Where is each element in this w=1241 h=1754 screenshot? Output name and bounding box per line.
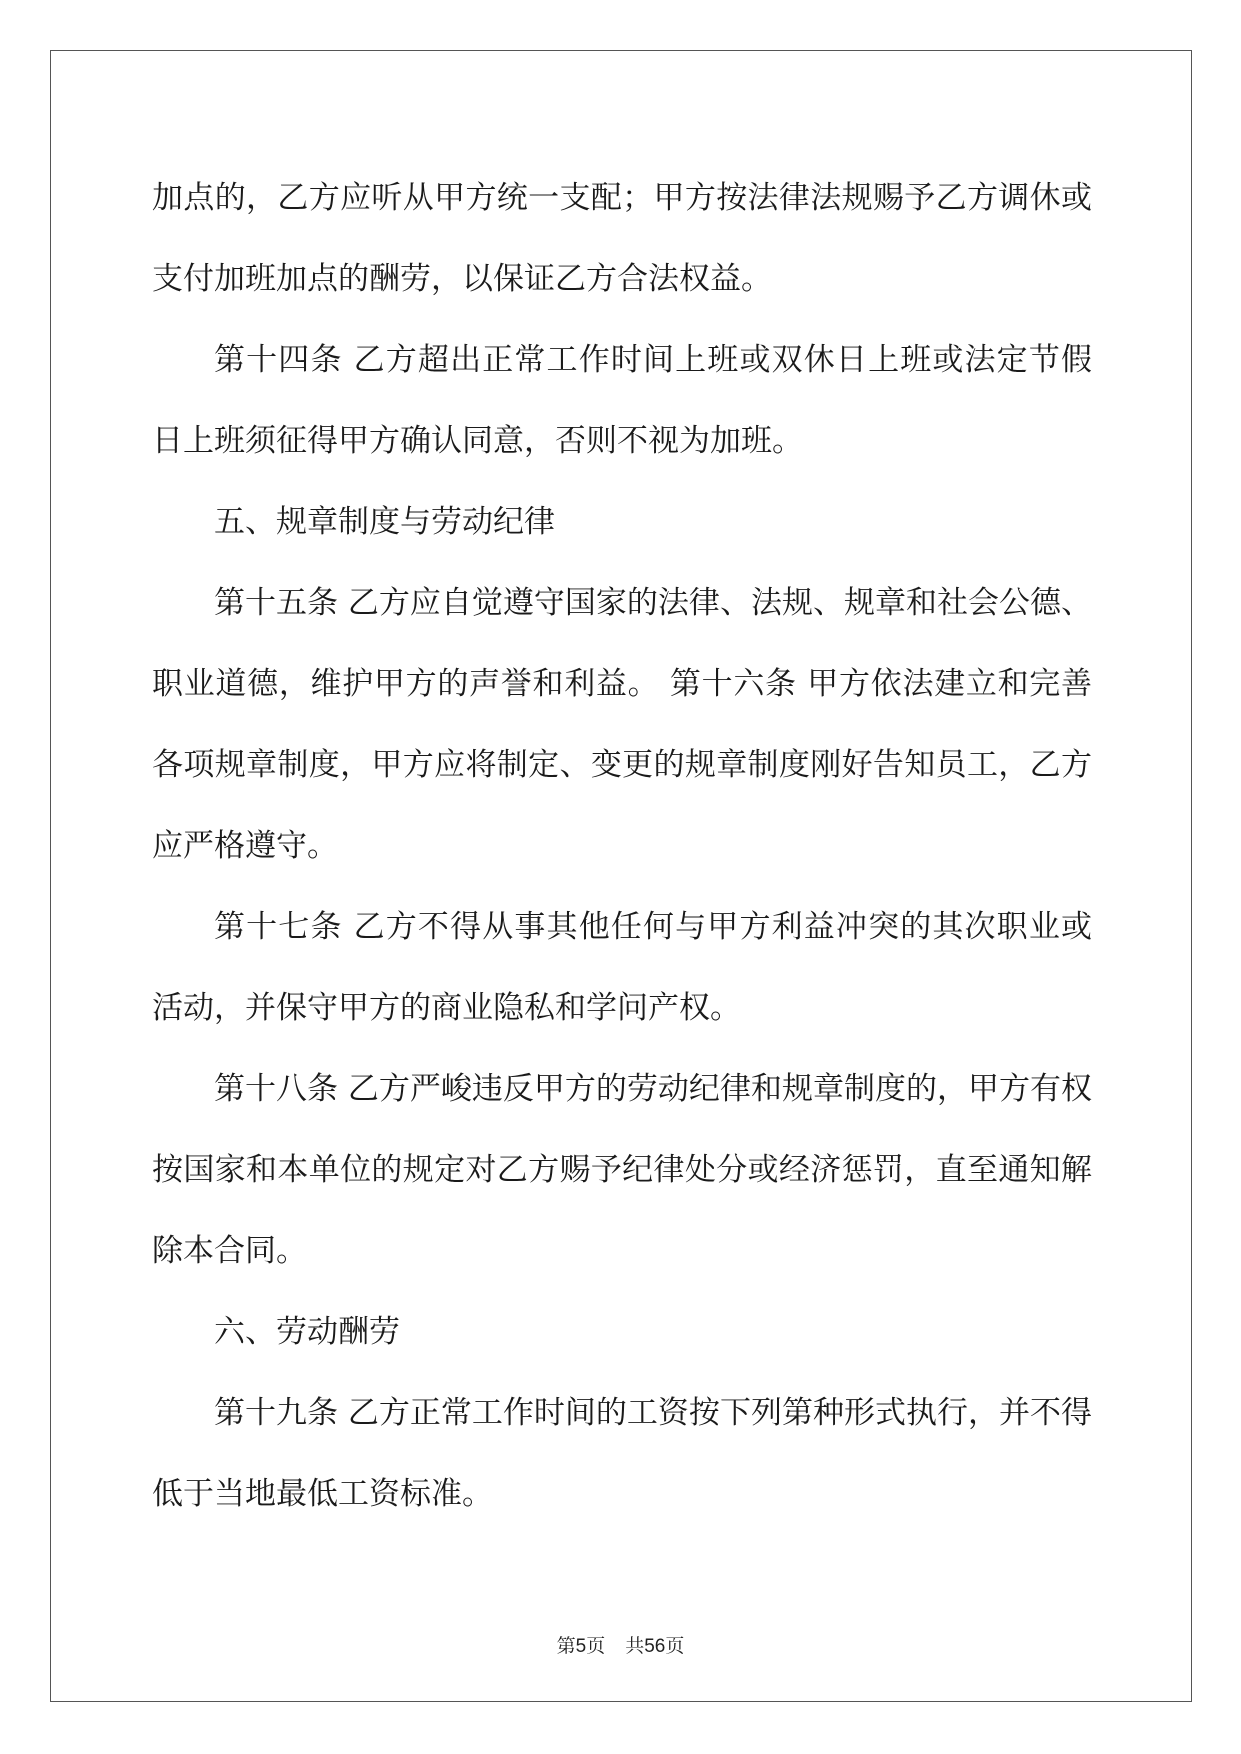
footer-total-pages: 56 (644, 1636, 666, 1657)
text-line: 加点的，乙方应听从甲方统一支配；甲方按法律法规赐予乙方调休或 (152, 180, 1092, 216)
text-line: 第十九条 乙方正常工作时间的工资按下列第种形式执行，并不得 (214, 1395, 1092, 1431)
footer-page-number: 5 (575, 1636, 587, 1657)
text-line: 第十五条 乙方应自觉遵守国家的法律、法规、规章和社会公德、 (214, 585, 1092, 621)
text-line: 低于当地最低工资标准。 (152, 1476, 493, 1512)
text-line: 五、规章制度与劳动纪律 (214, 504, 555, 540)
text-line: 活动，并保守甲方的商业隐私和学问产权。 (152, 990, 741, 1026)
text-line: 支付加班加点的酬劳，以保证乙方合法权益。 (152, 261, 772, 297)
text-line: 第十四条 乙方超出正常工作时间上班或双休日上班或法定节假 (214, 342, 1092, 378)
text-line: 按国家和本单位的规定对乙方赐予纪律处分或经济惩罚，直至通知解 (152, 1152, 1092, 1188)
text-line: 职业道德，维护甲方的声誉和利益。 第十六条 甲方依法建立和完善 (152, 666, 1092, 702)
text-line: 日上班须征得甲方确认同意，否则不视为加班。 (152, 423, 803, 459)
text-line: 应严格遵守。 (152, 828, 338, 864)
text-line: 第十七条 乙方不得从事其他任何与甲方利益冲突的其次职业或 (214, 909, 1092, 945)
text-line: 各项规章制度，甲方应将制定、变更的规章制度刚好告知员工，乙方 (152, 747, 1092, 783)
document-body (152, 158, 1092, 1535)
footer-page-prefix: 第 (556, 1635, 576, 1657)
footer-total-prefix: 共 (625, 1635, 645, 1657)
footer-page-suffix: 页 (586, 1635, 606, 1657)
page-footer (0, 1631, 1241, 1658)
footer-total-suffix: 页 (665, 1635, 685, 1657)
text-line: 六、劳动酬劳 (214, 1314, 400, 1350)
text-line: 第十八条 乙方严峻违反甲方的劳动纪律和规章制度的，甲方有权 (214, 1071, 1092, 1107)
text-line: 除本合同。 (152, 1233, 307, 1269)
